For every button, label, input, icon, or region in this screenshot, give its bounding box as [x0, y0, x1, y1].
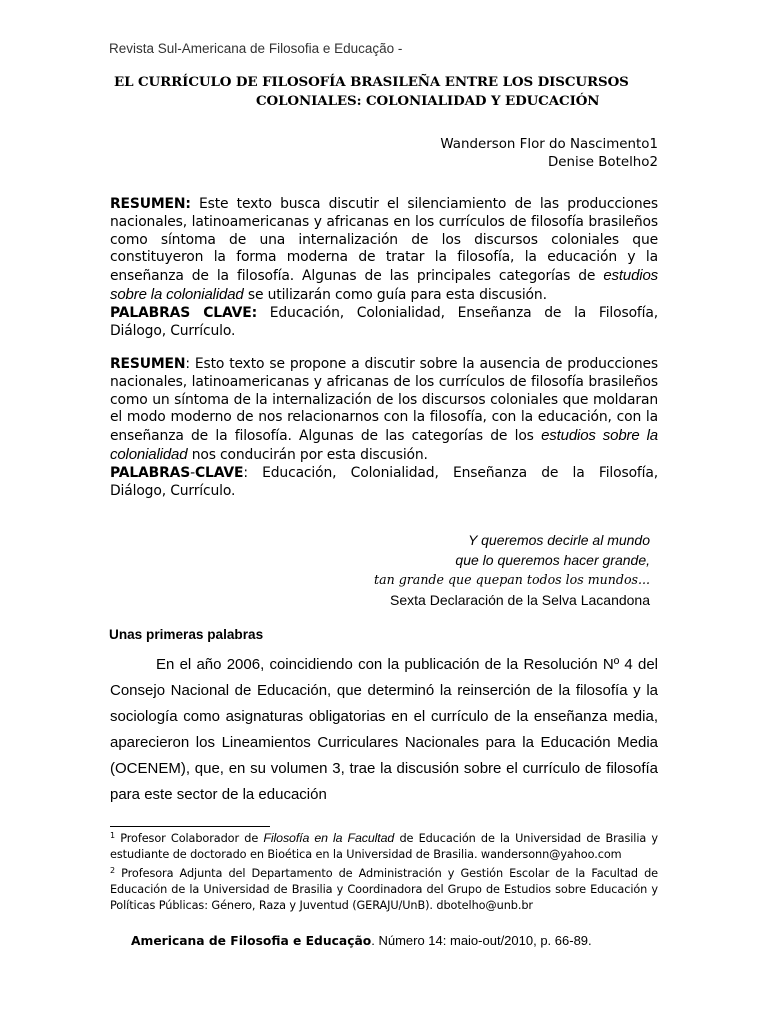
abstract-1-label: RESUMEN:	[110, 196, 191, 212]
epigraph-source: Sexta Declaración de la Selva Lacandona	[390, 592, 650, 608]
epigraph-line-2: que lo queremos hacer grande,	[455, 552, 650, 568]
abstract-2-label: RESUMEN	[110, 356, 186, 372]
author-list	[440, 136, 658, 172]
footnote-2-text: Profesora Adjunta del Departamento de Administración y Gestión Escolar de la Facultad de Educación de la Universidad de Brasilia y Coordinadora del Grupo de Estudios sobre Educación y Políticas Públicas: Género, Raza y Juventud (GERAJU/UnB). dbotelho@unb.br	[110, 867, 658, 912]
epigraph	[374, 530, 650, 610]
footnote-1	[110, 828, 658, 863]
abstract-1-italic: estudios sobre la colonialidad	[110, 267, 658, 303]
abstract-2-text-b: nos conducirán por esta discusión.	[187, 446, 428, 463]
footnotes	[110, 828, 658, 914]
footnote-1-italic: Filosofía en la Facultad	[263, 831, 395, 845]
abstract-2-text-a: : Esto texto se propone a discutir sobre la ausencia de producciones nacionales, latinoamericanas y africanas de los currículos de filosofía brasileños como un síntoma de la internalización de los discursos coloniales que moldaran el modo moderno de nos relacionarnos con la filosofía, con la educación, con la enseñanza de la filosofía. Algunas de las categorías de los	[110, 356, 658, 445]
body-paragraph	[110, 652, 658, 808]
epigraph-line-1: Y queremos decirle al mundo	[468, 532, 650, 548]
running-head: Revista Sul-Americana de Filosofia e Educação -	[109, 41, 403, 56]
footnote-1-text-a: Profesor Colaborador de	[115, 832, 264, 845]
footnote-2-mark: 2	[110, 866, 115, 875]
section-heading: Unas primeras palabras	[109, 627, 264, 642]
footer-issue: . Número 14: maio-out/2010, p. 66-89.	[371, 933, 592, 948]
epigraph-line-3: tan grande que quepan todos los mundos...	[374, 572, 650, 587]
footnote-separator	[110, 826, 270, 827]
abstract-2-keywords: : Educación, Colonialidad, Enseñanza de la Filosofía, Diálogo, Currículo.	[110, 464, 658, 499]
abstract-2-keywords-dash: -	[190, 464, 195, 481]
footnote-2	[110, 863, 658, 914]
abstract-2	[110, 356, 658, 500]
footnote-1-mark: 1	[110, 831, 115, 840]
article-title-line-2: COLONIALES: COLONIALIDAD Y EDUCACIÓN	[256, 93, 600, 109]
abstract-1	[110, 196, 658, 340]
abstract-2-keywords-label-2: CLAVE	[194, 464, 244, 481]
article-title-line-1: EL CURRÍCULO DE FILOSOFÍA BRASILEÑA ENTRE LOS DISCURSOS	[114, 74, 629, 90]
footer-journal: Americana de Filosofia e Educação	[131, 934, 372, 948]
author-2: Denise Botelho2	[547, 155, 658, 170]
abstract-2-keywords-label: PALABRAS	[110, 464, 191, 481]
abstract-1-keywords: Educación, Colonialidad, Enseñanza de la Filosofía, Diálogo, Currículo.	[110, 304, 659, 339]
abstract-1-text-b: se utilizarán como guía para esta discusión.	[243, 286, 547, 303]
page-footer	[131, 933, 592, 948]
footnote-1-text-b: de Educación de la Universidad de Brasilia y estudiante de doctorado en Bioética en la Universidad de Brasilia. wandersonn@yahoo.com	[110, 832, 658, 861]
body-paragraph-text: En el año 2006, coincidiendo con la publicación de la Resolución Nº 4 del Consejo Nacional de Educación, que determinó la reinserción de la filosofía y la sociología como asignaturas obligatorias en el currículo de la enseñanza media, aparecieron los Lineamientos Curriculares Nacionales para la Educación Media (OCENEM), que, en su volumen 3, trae la discusión sobre el currículo de filosofía para este sector de la educación	[110, 656, 658, 803]
abstract-1-keywords-label: PALABRAS CLAVE:	[110, 304, 258, 321]
author-1: Wanderson Flor do Nascimento1	[440, 137, 658, 152]
abstract-2-italic: estudios sobre la colonialidad	[110, 427, 658, 463]
abstract-1-text-a: Este texto busca discutir el silenciamiento de las producciones nacionales, latinoamericanas y africanas en los currículos de filosofía brasileños como síntoma de una internalización de los discursos coloniales que constituyeron la forma moderna de tratar la filosofía, la educación y la enseñanza de la filosofía. Algunas de las principales categorías de	[110, 196, 658, 285]
